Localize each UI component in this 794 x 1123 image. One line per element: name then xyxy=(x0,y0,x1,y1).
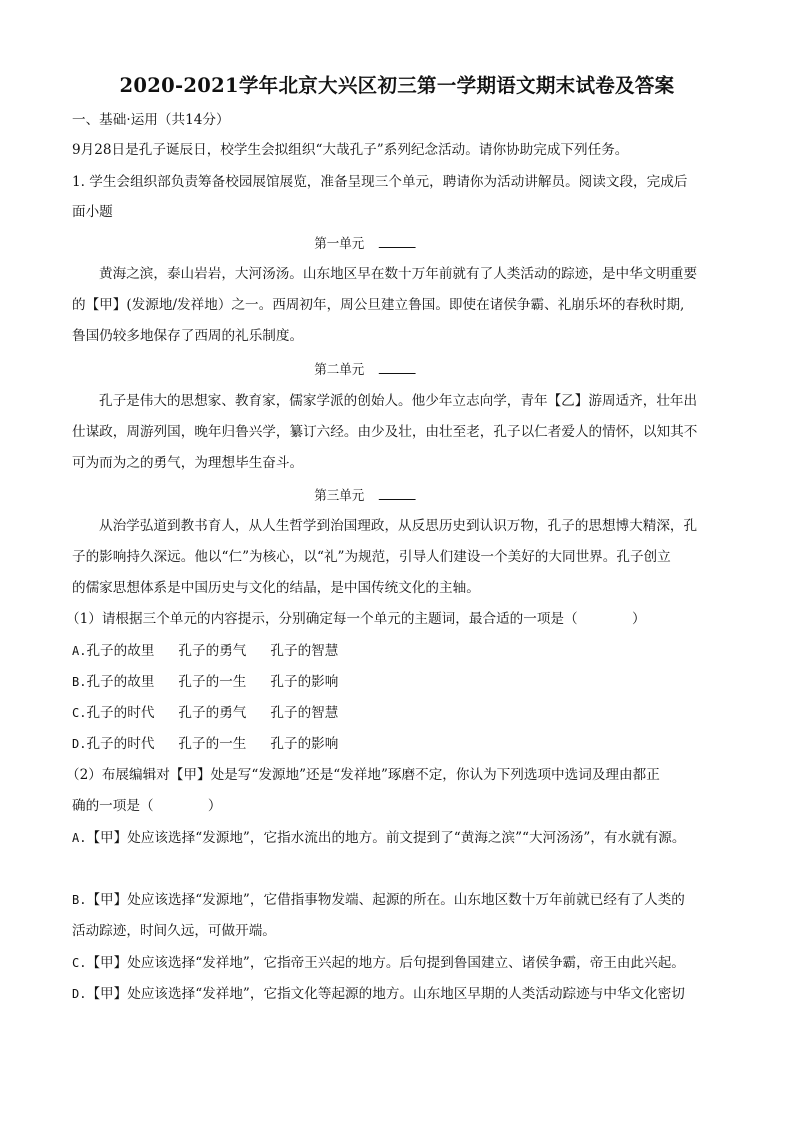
option-letter: C. xyxy=(72,706,87,720)
option-1c-part-c: 孔子的智慧 xyxy=(270,705,339,721)
unit-1-heading xyxy=(0,234,730,254)
option-2a-text: 【甲】处应该选择“发源地”，它指水流出的地方。前文提到了“黄海之滨”“大河汤汤”，有水就有源。 xyxy=(86,830,686,846)
subquestion-2-stem-line-2: 确的一项是（ ） xyxy=(72,798,222,814)
option-letter: D. xyxy=(72,737,87,751)
intro-text: 9月28日是孔子诞辰日，校学生会拟组织“大哉孔子”系列纪念活动。请你协助完成下列任务。 xyxy=(72,142,629,158)
unit-3-heading-text: 第三单元 xyxy=(314,488,365,504)
option-1b xyxy=(72,672,338,692)
option-2c-text: 【甲】处应该选择“发祥地”，它指帝王兴起的地方。后句提到鲁国建立、诸侯争霸，帝王由此兴起。 xyxy=(86,955,685,971)
option-letter: B. xyxy=(72,675,87,689)
section-heading: 一、基础·运用（共14分） xyxy=(72,112,230,128)
unit-2-line-3: 可为而为之的勇气，为理想毕生奋斗。 xyxy=(72,455,304,471)
option-1a xyxy=(72,641,338,661)
option-1d-part-c: 孔子的影响 xyxy=(270,736,339,752)
option-1a-part-b: 孔子的勇气 xyxy=(178,643,247,659)
option-1d-part-b: 孔子的一生 xyxy=(178,736,247,752)
option-2b-text: 【甲】处应该选择“发源地”，它借指事物发端、起源的所在。山东地区数十万年前就已经有了人类的 xyxy=(86,892,685,908)
option-2a xyxy=(72,828,686,848)
option-1d-part-a: 孔子的时代 xyxy=(86,736,155,752)
unit-2-heading xyxy=(0,360,730,380)
option-1b-part-b: 孔子的一生 xyxy=(178,674,247,690)
subquestion-2-stem-line-1: （2）布展编辑对【甲】处是写“发源地”还是“发祥地”琢磨不定，你认为下列选项中选词及理由都正 xyxy=(66,767,660,783)
unit-3-line-2: 子的影响持久深远。他以“仁”为核心，以“礼”为规范，引导人们建设一个美好的大同世界。孔子创立 xyxy=(72,549,671,565)
option-1a-part-c: 孔子的智慧 xyxy=(270,643,339,659)
option-1d xyxy=(72,734,338,754)
option-1b-part-a: 孔子的故里 xyxy=(86,674,155,690)
option-1c-part-a: 孔子的时代 xyxy=(86,705,155,721)
option-2d-text: 【甲】处应该选择“发祥地”，它指文化等起源的地方。山东地区早期的人类活动踪迹与中华文化密切 xyxy=(86,986,685,1002)
unit-1-line-3: 鲁国仍较多地保存了西周的礼乐制度。 xyxy=(72,328,304,344)
option-letter: B. xyxy=(72,893,87,907)
unit-1-line-2: 的【甲】(发源地/发祥地）之一。西周初年，周公旦建立鲁国。即使在诸侯争霸、礼崩乐坏的春秋时期, xyxy=(72,297,685,313)
unit-1-line-1: 黄海之滨，泰山岩岩，大河汤汤。山东地区早在数十万年前就有了人类活动的踪迹，是中华文明重要 xyxy=(99,266,698,282)
unit-3-line-3: 的儒家思想体系是中国历史与文化的结晶，是中国传统文化的主轴。 xyxy=(72,580,480,596)
unit-1-heading-text: 第一单元 xyxy=(314,236,365,252)
unit-3-heading xyxy=(0,486,730,506)
option-2b-line-2: 活动踪迹，时间久远，可做开端。 xyxy=(72,923,276,939)
question-1-line-2: 面小题 xyxy=(72,204,113,220)
unit-2-heading-text: 第二单元 xyxy=(314,362,365,378)
unit-2-blank xyxy=(379,361,416,374)
option-letter: D. xyxy=(72,987,87,1001)
document-title: 2020-2021学年北京大兴区初三第一学期语文期末试卷及答案 xyxy=(119,74,675,97)
subquestion-1-stem: （1）请根据三个单元的内容提示，分别确定每一个单元的主题词，最合适的一项是（ ） xyxy=(66,611,646,627)
unit-3-line-1: 从治学弘道到教书育人，从人生哲学到治国理政，从反思历史到认识万物，孔子的思想博大精深，孔 xyxy=(99,518,698,534)
unit-2-line-2: 仕谋政，周游列国，晚年归鲁兴学，纂订六经。由少及壮，由壮至老，孔子以仁者爱人的情怀，以知其不 xyxy=(72,424,698,440)
option-2c xyxy=(72,953,685,973)
option-2b-line-1 xyxy=(72,890,685,910)
option-letter: A. xyxy=(72,831,87,845)
option-1c-part-b: 孔子的勇气 xyxy=(178,705,247,721)
option-letter: A. xyxy=(72,644,87,658)
unit-3-blank xyxy=(379,487,416,500)
option-2d xyxy=(72,984,685,1004)
question-1-line-1: 1. 学生会组织部负责筹备校园展馆展览，准备呈现三个单元，聘请你为活动讲解员。阅读文段，完成后 xyxy=(72,174,688,190)
option-letter: C. xyxy=(72,956,87,970)
option-1c xyxy=(72,703,338,723)
unit-2-line-1: 孔子是伟大的思想家、教育家，儒家学派的创始人。他少年立志向学，青年【乙】游周适齐，壮年出 xyxy=(99,393,698,409)
option-1b-part-c: 孔子的影响 xyxy=(270,674,339,690)
option-1a-part-a: 孔子的故里 xyxy=(86,643,155,659)
unit-1-blank xyxy=(379,235,416,248)
